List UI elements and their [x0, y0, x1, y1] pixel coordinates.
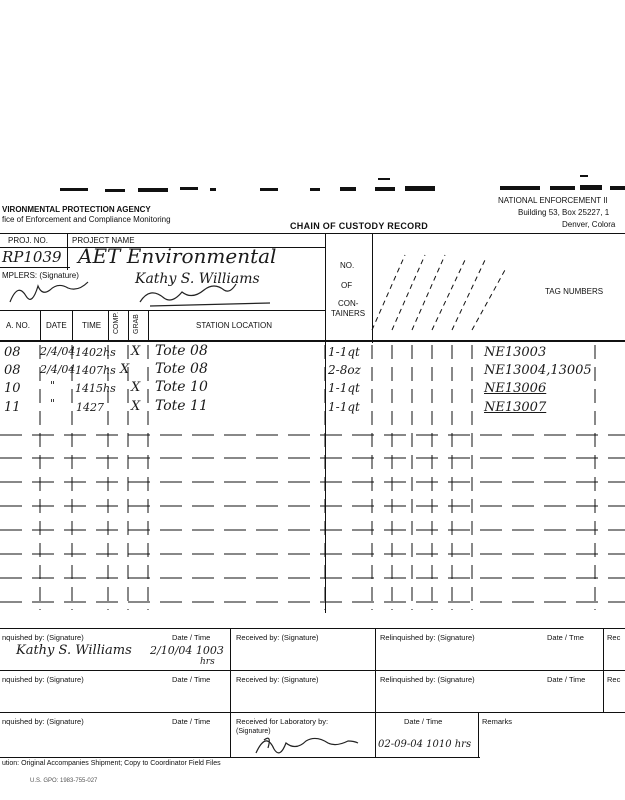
- relinquished-signature-text: Kathy S. Williams: [16, 643, 132, 658]
- containers-label-1: NO.: [340, 261, 355, 270]
- center-address: Building 53, Box 25227, 1: [518, 208, 610, 217]
- row-containers: 1-1qt: [328, 400, 360, 414]
- date-time-lab-label: Date / Time: [404, 717, 443, 726]
- containers-left-rule: [325, 233, 326, 613]
- form-number: U.S. GPO: 1983-755-027: [30, 778, 98, 784]
- sig-row3-rule: [0, 712, 625, 713]
- agency-office: fice of Enforcement and Compliance Monitoring: [2, 215, 171, 224]
- row-location: Tote 10: [155, 379, 208, 395]
- row-location: Tote 11: [155, 398, 208, 414]
- proj-divider: [67, 233, 68, 270]
- row-mark: X: [131, 399, 141, 414]
- sig-col-rule-4: [478, 712, 479, 758]
- relinquished-hrs: hrs: [200, 657, 215, 667]
- col-grab: GRAB: [133, 314, 140, 334]
- row-time: 1415hs: [75, 382, 116, 395]
- containers-label-4: TAINERS: [331, 309, 366, 318]
- col-date: DATE: [46, 321, 67, 330]
- proj-no-label: PROJ. NO.: [8, 236, 49, 245]
- row-time: 1427: [76, 401, 104, 414]
- sig-col-rule-2: [375, 628, 376, 758]
- sig-col-rule-3: [603, 628, 604, 712]
- received-right-label: Rec: [607, 633, 621, 642]
- col-station-location: STATION LOCATION: [196, 321, 273, 330]
- relinquished-by-label-2: Relinquished by: (Signature): [380, 675, 475, 684]
- sig-bottom-rule: [0, 757, 480, 758]
- received-lab-label: Received for Laboratory by:: [236, 717, 329, 726]
- row-sta: 11: [4, 400, 21, 415]
- project-name-label: PROJECT NAME: [72, 236, 135, 245]
- col-sta-no: A. NO.: [6, 321, 31, 330]
- col-comp: COMP.: [113, 311, 120, 334]
- containers-label-2: OF: [341, 281, 353, 290]
- row-tags: NE13003: [484, 345, 547, 360]
- samplers-label: MPLERS: (Signature): [2, 271, 79, 280]
- sig-row2-rule: [0, 670, 625, 671]
- date-time-label-5: Date / Time: [172, 717, 211, 726]
- row-location: Tote 08: [155, 343, 208, 359]
- received-lab-sig-label: (Signature): [236, 728, 271, 735]
- distribution-note: ution: Original Accompanies Shipment; Copy to Coordinator Field Files: [2, 760, 221, 767]
- date-time-label-1: Date / Time: [172, 633, 211, 642]
- row-sta: 08: [4, 363, 21, 378]
- row-tags: NE13006: [484, 381, 547, 396]
- row-containers: 1-1qt: [328, 381, 360, 395]
- containers-label-3: CON-: [338, 299, 359, 308]
- date-time-label-3: Date / Time: [172, 675, 211, 684]
- relinquished-datetime: 2/10/04 1003: [150, 644, 224, 657]
- form-title: CHAIN OF CUSTODY RECORD: [290, 221, 429, 231]
- table-top-rule: [0, 233, 625, 234]
- samplers-rule: [0, 310, 325, 311]
- col-rule-5: [148, 310, 149, 342]
- date-time-label-2: Date / Tme: [547, 633, 584, 642]
- sig-top-rule: [0, 628, 625, 629]
- column-header-rule: [0, 340, 625, 342]
- sig-col-rule-1: [230, 628, 231, 758]
- row-mark: X: [131, 380, 141, 395]
- row-date: ": [50, 379, 56, 392]
- row-date: 2/4/04: [40, 345, 76, 358]
- received-right-label-2: Rec: [607, 675, 621, 684]
- col-time: TIME: [82, 321, 102, 330]
- center-city: Denver, Colora: [562, 220, 616, 229]
- sampler-signature-text: Kathy S. Williams: [135, 271, 260, 287]
- row-tags: NE13004,13005: [484, 363, 592, 378]
- relinquished-label-1: nquished by: (Signature): [2, 633, 84, 642]
- row-time: 1402hs: [75, 346, 116, 359]
- tag-numbers-label: TAG NUMBERS: [545, 287, 604, 296]
- received-by-label-2: Received by: (Signature): [236, 675, 319, 684]
- row-sta: 10: [4, 381, 21, 396]
- col-rule-4: [128, 310, 129, 342]
- row-tags: NE13007: [484, 400, 547, 415]
- col-rule-1: [40, 310, 41, 342]
- row-time: 1407hs: [75, 364, 116, 377]
- row-containers: 2-8oz: [328, 363, 361, 377]
- col-rule-3: [108, 310, 109, 342]
- relinquished-label-2: nquished by: (Signature): [2, 675, 84, 684]
- project-name-value: AET Environmental: [78, 244, 277, 268]
- proj-no-value: RP1039: [2, 248, 62, 266]
- relinquished-by-label-1: Relinquished by: (Signature): [380, 633, 475, 642]
- remarks-label: Remarks: [482, 717, 513, 726]
- col-rule-2: [72, 310, 73, 342]
- row-location: Tote 08: [155, 361, 208, 377]
- proj-no-rule: [0, 267, 70, 268]
- center-name: NATIONAL ENFORCEMENT II: [498, 196, 608, 205]
- row-sta: 08: [4, 345, 21, 360]
- containers-right-rule: [372, 233, 373, 343]
- received-by-label-1: Received by: (Signature): [236, 633, 319, 642]
- relinquished-label-3: nquished by: (Signature): [2, 717, 84, 726]
- row-containers: 1-1qt: [328, 345, 360, 359]
- row-mark: X: [131, 344, 141, 359]
- agency-name: VIRONMENTAL PROTECTION AGENCY: [2, 205, 151, 214]
- row-date: ": [50, 397, 56, 410]
- lab-received-datetime: 02-09-04 1010 hrs: [378, 739, 472, 750]
- row-mark: X: [120, 362, 130, 377]
- date-time-label-4: Date / Time: [547, 675, 586, 684]
- row-date: 2/4/04: [40, 363, 76, 376]
